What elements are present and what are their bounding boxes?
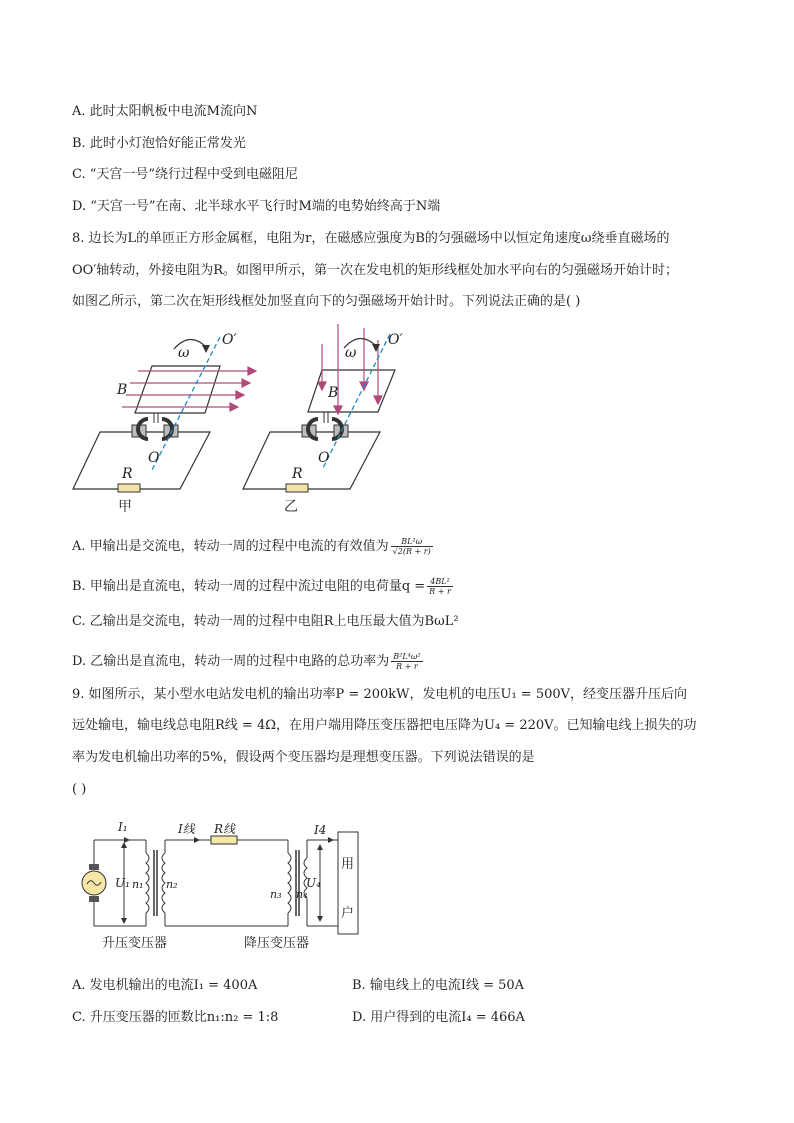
q8-option-a-fraction: [391, 537, 433, 556]
q9-stem-line2: 远处输电，输电线总电阻R线 = 4Ω，在用户端用降压变压器把电压降为U₄ = 220V。已知输电线上损失的功: [72, 718, 697, 733]
q9-option-d: D. 用户得到的电流I₄ = 466A: [352, 1010, 525, 1025]
q8-option-a-denominator: √2(R + r): [392, 547, 431, 556]
q9-stem-line4: ( ): [72, 782, 87, 797]
n2-label: n₂: [166, 878, 178, 891]
step-up-caption: 升压变压器: [102, 936, 168, 951]
i4-label: I4: [314, 823, 327, 837]
q8-option-b: [72, 577, 453, 596]
q8-option-b-text: B. 甲输出是直流电，转动一周的过程中流过电阻的电荷量q =: [72, 579, 426, 594]
q9-stem-line1: 9. 如图所示，某小型水电站发电机的输出功率P = 200kW，发电机的电压U₁ = 500V，经变压器升压后向: [72, 687, 688, 702]
o-label-jia: O: [148, 450, 160, 466]
omega-label-jia: ω: [178, 345, 190, 361]
i-line-label: I线: [178, 822, 195, 836]
q8-option-b-fraction: [427, 577, 453, 596]
q7-option-d: D. “天宫一号”在南、北半球水平飞行时M端的电势始终高于N端: [72, 199, 441, 214]
i1-label: I₁: [118, 820, 128, 834]
b-label-yi: B: [328, 385, 339, 401]
q8-option-a-numerator: BL²ω: [391, 537, 433, 547]
q7-option-b: B. 此时小灯泡恰好能正常发光: [72, 136, 246, 151]
q8-option-a-text: A. 甲输出是交流电，转动一周的过程中电流的有效值为: [72, 539, 389, 554]
user-label-bottom: 户: [341, 906, 355, 921]
n3-label: n₃: [270, 888, 282, 901]
q8-option-b-numerator: 4BL²: [427, 577, 453, 587]
omega-label-yi: ω: [345, 345, 357, 361]
q8-option-d-fraction: [391, 652, 422, 671]
u4-label: U₄: [306, 876, 321, 890]
q8-option-d: [72, 652, 423, 671]
q7-option-c: C. “天宫一号”绕行过程中受到电磁阻尼: [72, 167, 299, 182]
o-label-yi: O: [318, 450, 330, 466]
n4-label: n₄: [296, 888, 308, 901]
o-prime-label-jia: O′: [222, 332, 237, 348]
q7-option-a: A. 此时太阳帆板中电流M流向N: [72, 104, 258, 119]
u1-label: U₁: [115, 876, 130, 890]
step-down-caption: 降压变压器: [244, 936, 310, 951]
q9-option-a: A. 发电机输出的电流I₁ = 400A: [72, 978, 258, 993]
q8-stem-line2: OO′轴转动，外接电阻为R。如图甲所示，第一次在发电机的矩形线框处加水平向右的匀强磁场开始计时；: [72, 263, 679, 278]
q8-stem-line3: 如图乙所示，第二次在矩形线框处加竖直向下的匀强磁场开始计时。下列说法正确的是( ): [72, 294, 581, 309]
n1-label: n₁: [132, 878, 144, 891]
q8-option-d-text: D. 乙输出是直流电，转动一周的过程中电路的总功率为: [72, 654, 390, 669]
r-label-yi: R: [292, 466, 303, 482]
q9-stem-line3: 率为发电机输出功率的5%，假设两个变压器均是理想变压器。下列说法错误的是: [72, 750, 535, 765]
o-prime-label-yi: O′: [388, 332, 403, 348]
q8-option-c: C. 乙输出是交流电，转动一周的过程中电阻R上电压最大值为BωL²: [72, 614, 459, 629]
generator-figure-yi: [240, 320, 440, 515]
q8-option-d-numerator: B²L⁴ω²: [393, 652, 421, 661]
caption-yi: 乙: [284, 499, 298, 515]
user-label-top: 用: [341, 857, 355, 872]
q9-option-b: B. 输电线上的电流I线 = 50A: [352, 978, 525, 993]
q9-option-c: C. 升压变压器的匝数比n₁:n₂ = 1:8: [72, 1010, 279, 1025]
r-line-label: R线: [214, 822, 236, 836]
b-label-jia: B: [117, 382, 128, 398]
caption-jia: 甲: [118, 499, 132, 515]
q8-option-a: [72, 537, 433, 556]
r-label-jia: R: [122, 466, 133, 482]
q8-stem-line1: 8. 边长为L的单匝正方形金属框，电阻为r，在磁感应强度为B的匀强磁场中以恒定角速度ω绕垂直磁场的: [72, 231, 670, 246]
q8-option-d-denominator: R + r: [396, 662, 418, 671]
q8-option-b-denominator: R + r: [429, 587, 451, 596]
